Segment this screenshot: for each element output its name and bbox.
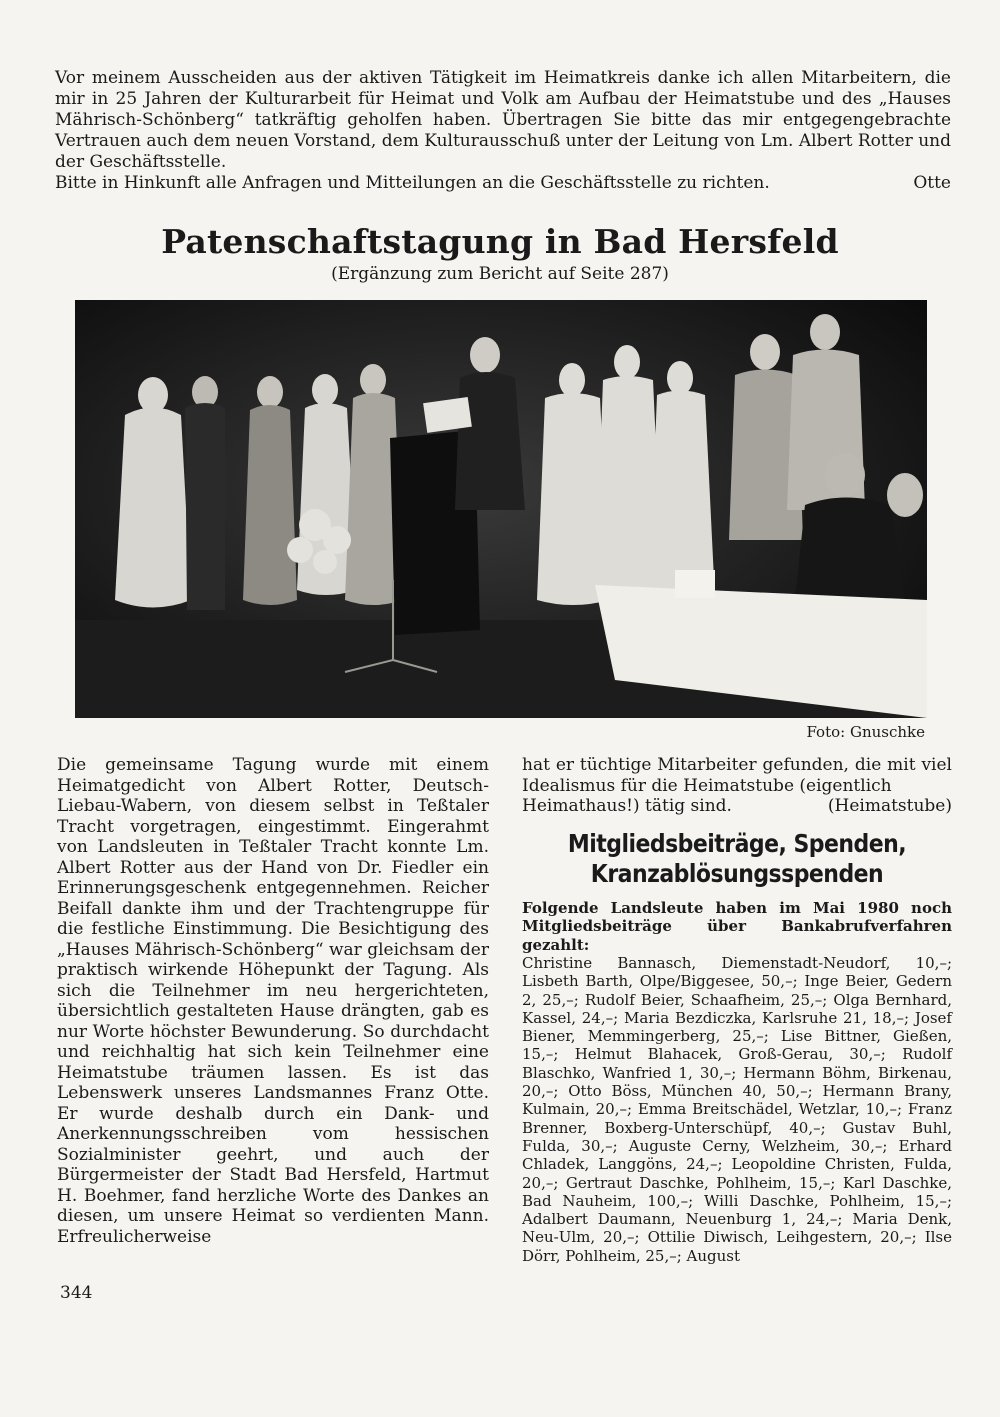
intro-closing: Bitte in Hinkunft alle Anfragen und Mitteilungen an die Geschäftsstelle zu richten.	[55, 173, 770, 193]
article-column-left	[57, 755, 489, 1247]
article-continuation: hat er tüchtige Mitarbeiter gefunden, die mit viel Idealismus für die Heimatstube (eigentlich	[522, 755, 952, 796]
article-source-line	[522, 796, 952, 817]
contributions-list: Christine Bannasch, Diemenstadt-Neudorf, 10,–; Lisbeth Barth, Olpe/Biggesee, 50,–; Inge Beier, Gedern 2, 25,–; Rudolf Beier, Schaafheim, 25,–; Olga Bernhard, Kassel, 24,–; Maria Bezdiczka, Karlsruhe 21, 18,–; Josef Biener, Memmingerberg, 25,–; Lise Bittner, Gießen, 15,–; Helmut Blahacek, Groß-Gerau, 30,–; Rudolf Blaschko, Wanfried 1, 30,–; Hermann Böhm, Birkenau, 20,–; Otto Böss, München 40, 50,–; Hermann Brany, Kulmain, 20,–; Emma Breitschädel, Wetzlar, 10,–; Franz Brenner, Boxberg-Unterschüpf, 40,–; Gustav Buhl, Fulda, 30,–; Auguste Cerny, Welzheim, 30,–; Erhard Chladek, Langgöns, 24,–; Leopoldine Christen, Fulda, 20,–; Gertraut Daschke, Pohlheim, 15,–; Karl Daschke, Bad Nauheim, 100,–; Willi Daschke, Pohlheim, 15,–; Adalbert Daumann, Neuenburg 1, 24,–; Maria Denk, Neu-Ulm, 20,–; Ottilie Diwisch, Leihgestern, 20,–; Ilse Dörr, Pohlheim, 25,–; August	[522, 954, 952, 1265]
intro-notice	[55, 68, 951, 194]
article-subtitle: (Ergänzung zum Bericht auf Seite 287)	[331, 264, 669, 284]
contributions-heading: Mitgliedsbeiträge, Spenden, Kranzablösungsspenden	[567, 828, 907, 888]
photo-credit: Foto: Gnuschke	[806, 723, 925, 741]
page-number: 344	[60, 1283, 93, 1303]
contributions-lead: Folgende Landsleute haben im Mai 1980 noch Mitgliedsbeiträge über Bankabrufverfahren gezahlt:	[522, 898, 952, 954]
article-continuation-last: Heimathaus!) tätig sind.	[522, 796, 732, 816]
group-photo	[75, 300, 927, 718]
intro-text: Vor meinem Ausscheiden aus der aktiven Tätigkeit im Heimatkreis danke ich allen Mitarbeitern, die mir in 25 Jahren der Kulturarbeit für Heimat und Volk am Aufbau der Heimatstube und des „Hauses Mährisch-Schönberg“ tatkräftig geholfen haben. Übertragen Sie bitte das mir entgegengebrachte Vertrauen auch dem neuen Vorstand, dem Kulturausschuß unter der Leitung von Lm. Albert Rotter und der Geschäftsstelle.	[55, 68, 951, 172]
article-source: (Heimatstube)	[827, 796, 952, 816]
group-photo-drawing	[75, 300, 927, 718]
intro-closing-line	[55, 173, 951, 194]
article-body: Die gemeinsame Tagung wurde mit einem Heimatgedicht von Albert Rotter, Deutsch-Liebau-Wabern, von diesem selbst in Teßtaler Tracht vorgetragen, eingestimmt. Eingerahmt von Landsleuten in Teßtaler Tracht konnte Lm. Albert Rotter aus der Hand von Dr. Fiedler ein Erinnerungsgeschenk entgegennehmen. Reicher Beifall dankte ihm und der Trachtengruppe für die festliche Einstimmung. Die Besichtigung des „Hauses Mährisch-Schönberg“ war gleichsam der praktisch wirkende Höhepunkt der Tagung. Als sich die Teilnehmer im neu hergerichteten, übersichtlich gestalteten Hause drängten, gab es nur Worte höchster Bewunderung. So durchdacht und reichhaltig hat sich kein Teilnehmer eine Heimatstube träumen lassen. Es ist das Lebenswerk unseres Landsmannes Franz Otte. Er wurde deshalb durch ein Dank- und Anerkennungsschreiben vom hessischen Sozialminister geehrt, und auch der Bürgermeister der Stadt Bad Hersfeld, Hartmut H. Boehmer, fand herzliche Worte des Dankes an diesen, um unsere Heimat so verdienten Mann. Erfreulicherweise	[57, 755, 489, 1247]
article-title: Patenschaftstagung in Bad Hersfeld	[161, 222, 839, 261]
intro-signature: Otte	[913, 173, 951, 193]
article-column-right	[522, 755, 952, 1265]
